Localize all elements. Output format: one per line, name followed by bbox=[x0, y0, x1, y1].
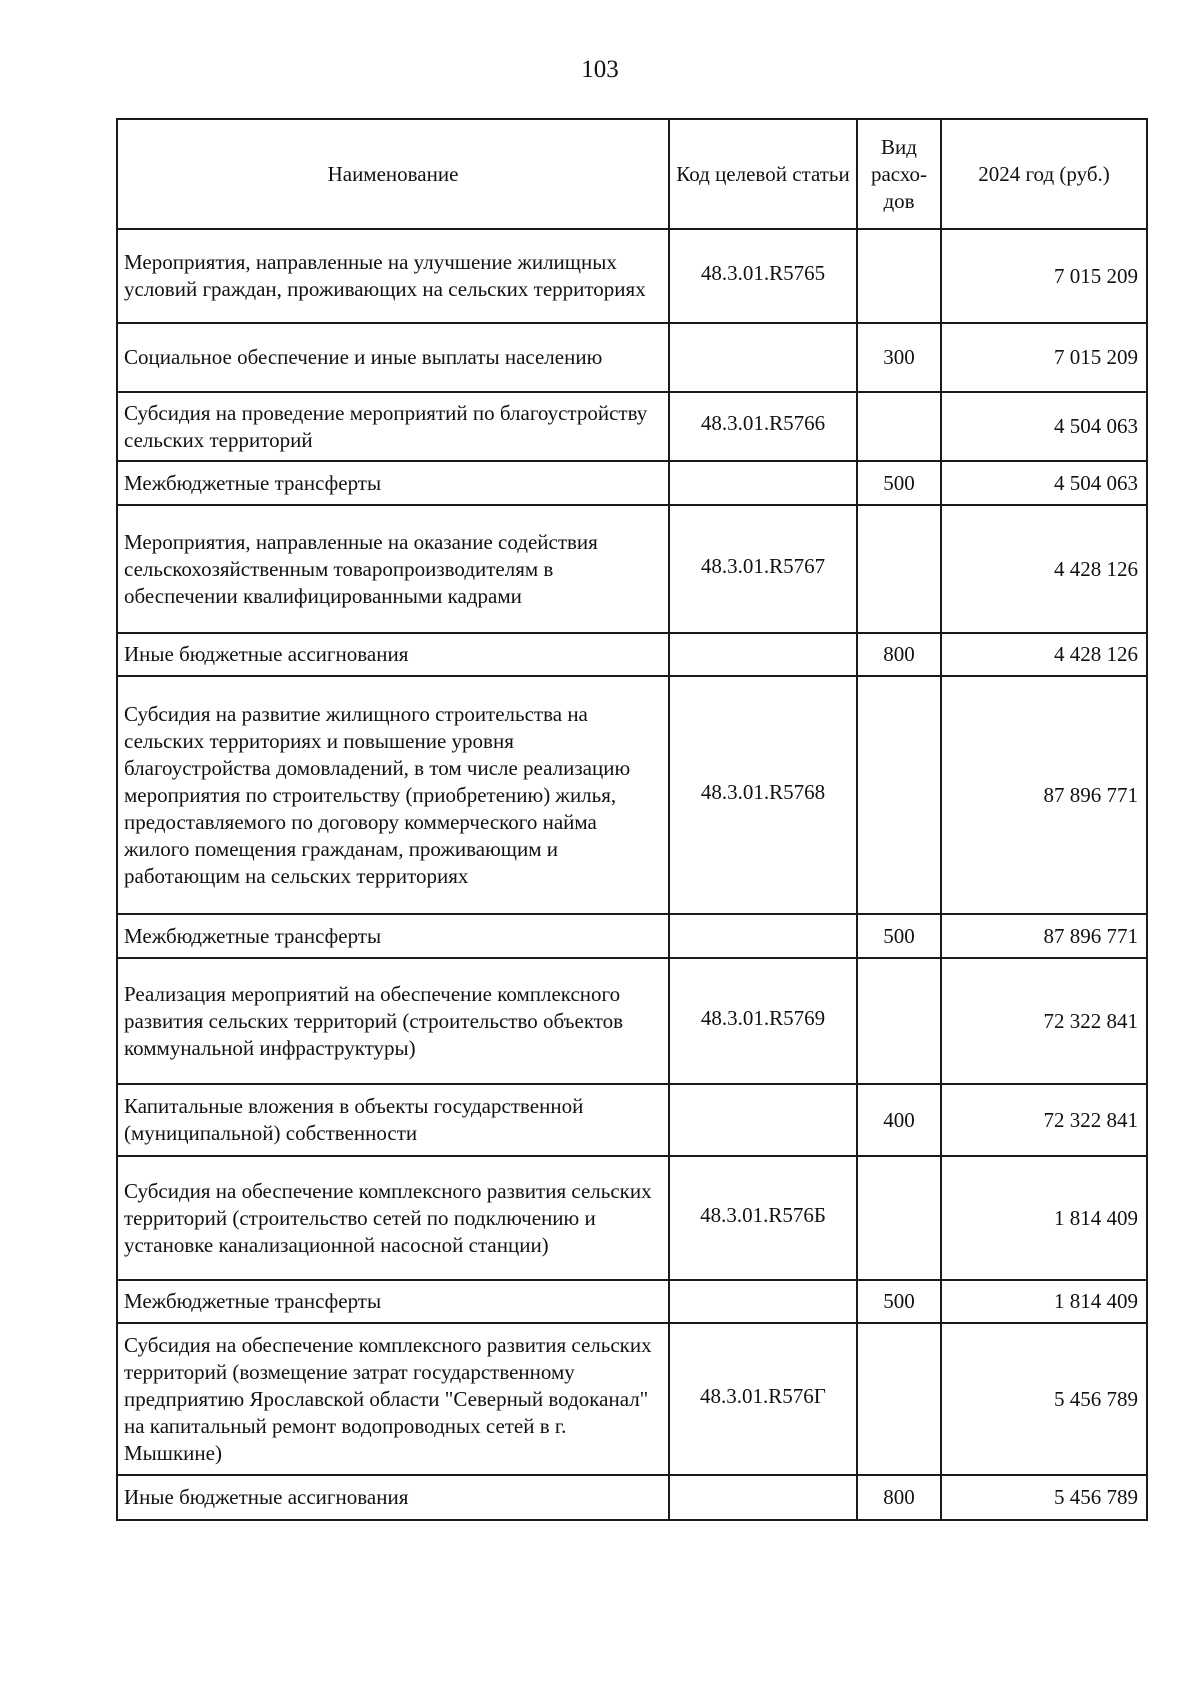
row-code: 48.3.01.R576Г bbox=[669, 1323, 857, 1475]
header-name: Наименование bbox=[117, 119, 669, 229]
row-kind: 400 bbox=[857, 1084, 941, 1156]
row-name: Субсидия на обеспечение комплексного развития сельских территорий (возмещение затрат государственному предприятию Ярославской области "Северный водоканал" на капитальный ремонт водопроводных сетей в г. Мышкине) bbox=[117, 1323, 669, 1475]
table-row bbox=[117, 676, 1147, 914]
row-kind bbox=[857, 505, 941, 633]
row-kind bbox=[857, 392, 941, 461]
row-sum: 1 814 409 bbox=[941, 1280, 1147, 1323]
row-kind bbox=[857, 676, 941, 914]
row-sum: 72 322 841 bbox=[941, 958, 1147, 1084]
row-code bbox=[669, 633, 857, 676]
table-row bbox=[117, 1156, 1147, 1280]
table-row bbox=[117, 1084, 1147, 1156]
row-name: Субсидия на развитие жилищного строительства на сельских территориях и повышение уровня благоустройства домовладений, в том числе реализацию мероприятия по строительству (приобретению) жилья, предоставляемого по договору коммерческого найма жилого помещения гражданам, проживающим и работающим на сельских территориях bbox=[117, 676, 669, 914]
row-code: 48.3.01.R576Б bbox=[669, 1156, 857, 1280]
row-code: 48.3.01.R5766 bbox=[669, 392, 857, 461]
row-code bbox=[669, 461, 857, 505]
row-name: Субсидия на обеспечение комплексного развития сельских территорий (строительство сетей по подключению и установке канализационной насосной станции) bbox=[117, 1156, 669, 1280]
row-name: Мероприятия, направленные на оказание содействия сельскохозяйственным товаропроизводителям в обеспечении квалифицированными кадрами bbox=[117, 505, 669, 633]
row-kind bbox=[857, 958, 941, 1084]
row-kind: 800 bbox=[857, 633, 941, 676]
row-code bbox=[669, 914, 857, 958]
row-sum: 72 322 841 bbox=[941, 1084, 1147, 1156]
row-kind: 500 bbox=[857, 461, 941, 505]
budget-table bbox=[116, 118, 1148, 1521]
table-row bbox=[117, 461, 1147, 505]
row-name: Межбюджетные трансферты bbox=[117, 914, 669, 958]
table-row bbox=[117, 958, 1147, 1084]
row-code: 48.3.01.R5769 bbox=[669, 958, 857, 1084]
header-code: Код целевой статьи bbox=[669, 119, 857, 229]
table-row bbox=[117, 323, 1147, 392]
row-sum: 4 428 126 bbox=[941, 633, 1147, 676]
row-sum: 7 015 209 bbox=[941, 229, 1147, 323]
row-name: Межбюджетные трансферты bbox=[117, 1280, 669, 1323]
table-row bbox=[117, 633, 1147, 676]
row-code bbox=[669, 1280, 857, 1323]
row-sum: 87 896 771 bbox=[941, 676, 1147, 914]
row-kind: 500 bbox=[857, 914, 941, 958]
row-kind bbox=[857, 1156, 941, 1280]
row-code bbox=[669, 1475, 857, 1520]
row-name: Иные бюджетные ассигнования bbox=[117, 633, 669, 676]
row-name: Межбюджетные трансферты bbox=[117, 461, 669, 505]
row-code bbox=[669, 323, 857, 392]
table-row bbox=[117, 914, 1147, 958]
row-sum: 4 428 126 bbox=[941, 505, 1147, 633]
table-row bbox=[117, 1280, 1147, 1323]
row-name: Мероприятия, направленные на улучшение жилищных условий граждан, проживающих на сельских территориях bbox=[117, 229, 669, 323]
header-sum: 2024 год (руб.) bbox=[941, 119, 1147, 229]
row-code: 48.3.01.R5767 bbox=[669, 505, 857, 633]
row-code: 48.3.01.R5768 bbox=[669, 676, 857, 914]
row-name: Капитальные вложения в объекты государственной (муниципальной) собственности bbox=[117, 1084, 669, 1156]
row-kind: 500 bbox=[857, 1280, 941, 1323]
row-name: Реализация мероприятий на обеспечение комплексного развития сельских территорий (строительство объектов коммунальной инфраструктуры) bbox=[117, 958, 669, 1084]
page-number: 103 bbox=[581, 56, 619, 83]
row-kind bbox=[857, 229, 941, 323]
table-header-row bbox=[117, 119, 1147, 229]
row-code bbox=[669, 1084, 857, 1156]
row-sum: 1 814 409 bbox=[941, 1156, 1147, 1280]
row-sum: 5 456 789 bbox=[941, 1323, 1147, 1475]
row-kind bbox=[857, 1323, 941, 1475]
table-row bbox=[117, 392, 1147, 461]
header-kind: Вид расхо-дов bbox=[857, 119, 941, 229]
row-sum: 4 504 063 bbox=[941, 392, 1147, 461]
row-kind: 800 bbox=[857, 1475, 941, 1520]
row-sum: 5 456 789 bbox=[941, 1475, 1147, 1520]
row-name: Субсидия на проведение мероприятий по благоустройству сельских территорий bbox=[117, 392, 669, 461]
row-code: 48.3.01.R5765 bbox=[669, 229, 857, 323]
row-name: Иные бюджетные ассигнования bbox=[117, 1475, 669, 1520]
row-sum: 4 504 063 bbox=[941, 461, 1147, 505]
table-row bbox=[117, 1323, 1147, 1475]
row-name: Социальное обеспечение и иные выплаты населению bbox=[117, 323, 669, 392]
table-row bbox=[117, 505, 1147, 633]
row-sum: 7 015 209 bbox=[941, 323, 1147, 392]
row-sum: 87 896 771 bbox=[941, 914, 1147, 958]
table-row bbox=[117, 229, 1147, 323]
table-row bbox=[117, 1475, 1147, 1520]
row-kind: 300 bbox=[857, 323, 941, 392]
